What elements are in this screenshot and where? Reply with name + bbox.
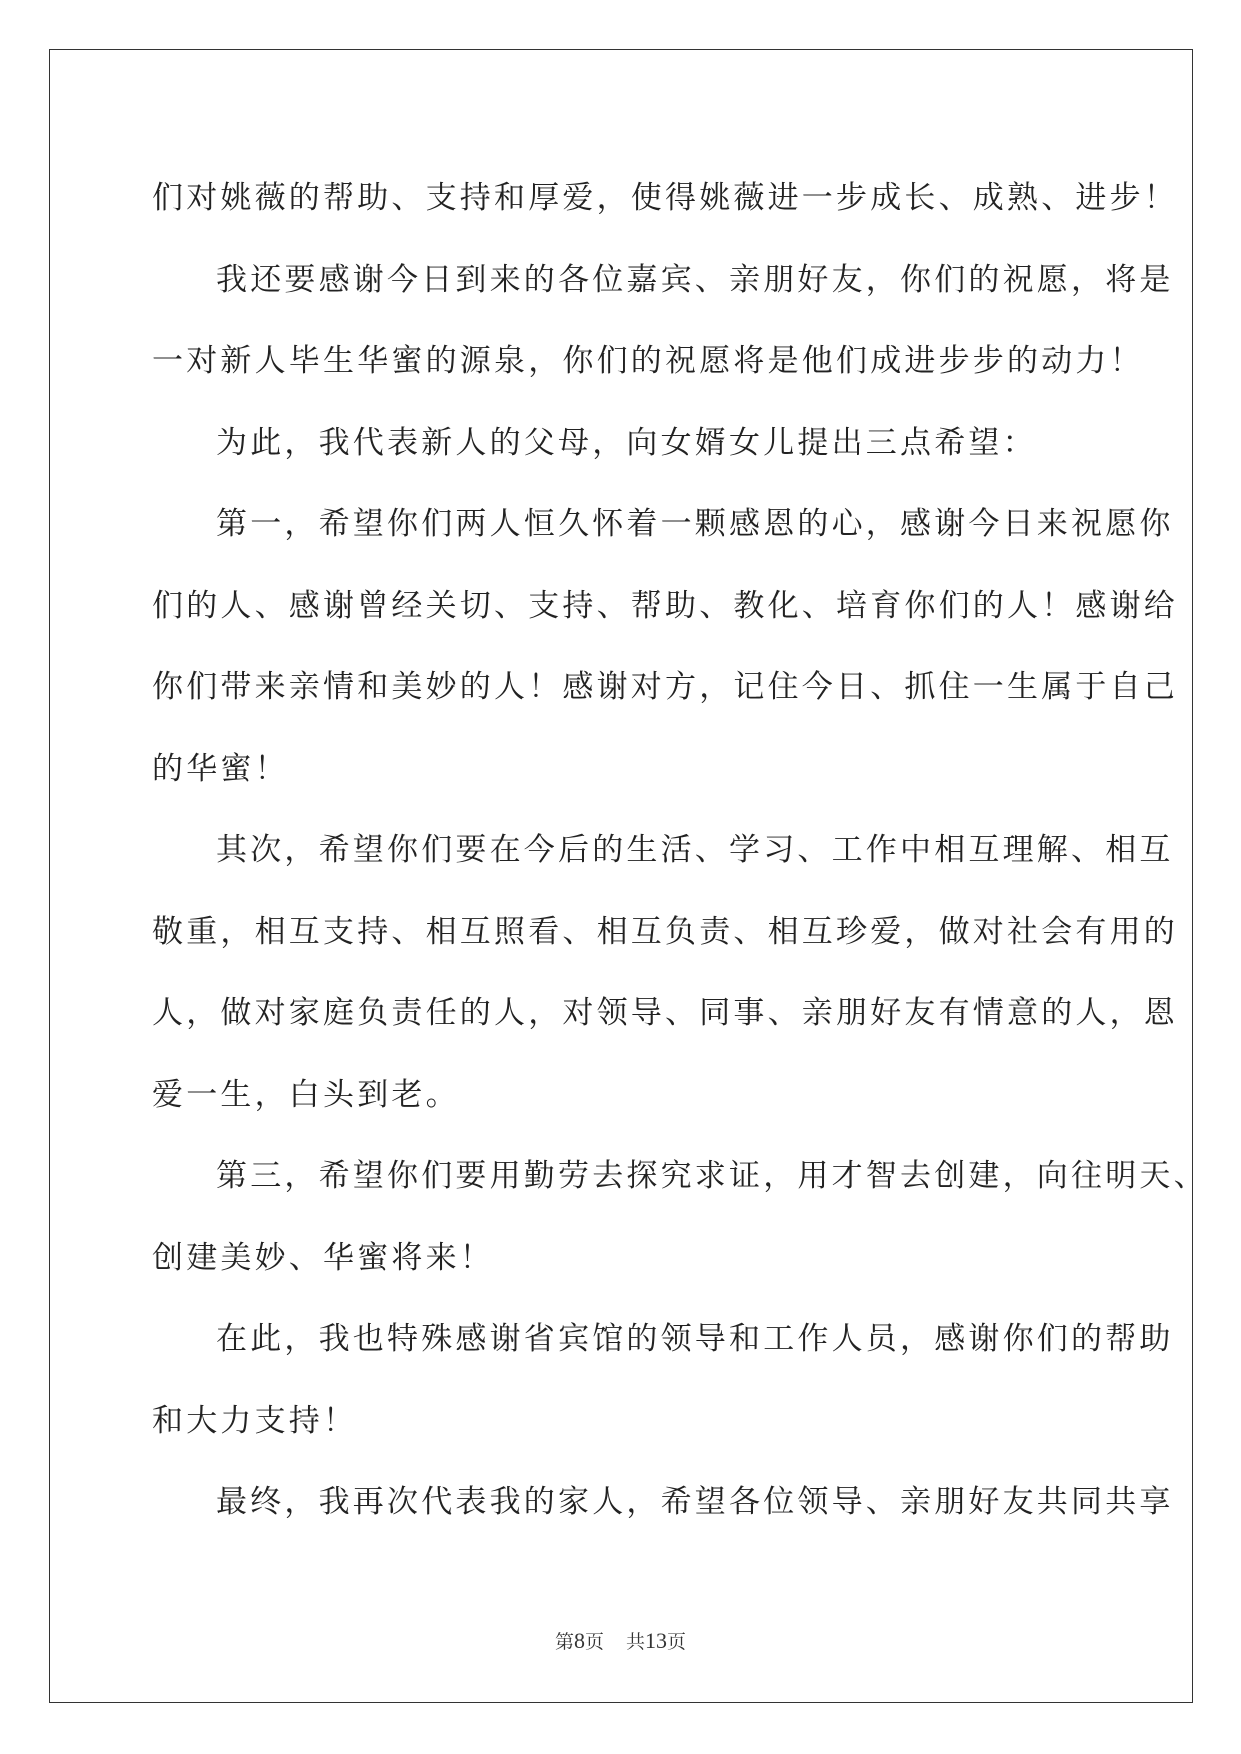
paragraph-line: 们对姚薇的帮助、支持和厚爱，使得姚薇进一步成长、成熟、进步！ <box>152 180 1178 216</box>
paragraph-line: 第一，希望你们两人恒久怀着一颗感恩的心，感谢今日来祝愿你 <box>216 506 1174 542</box>
page-suffix: 页 <box>584 1631 604 1653</box>
paragraph-line: 人，做对家庭负责任的人，对领导、同事、亲朋好友有情意的人，恩 <box>152 995 1178 1031</box>
paragraph-line: 其次，希望你们要在今后的生活、学习、工作中相互理解、相互 <box>216 832 1174 868</box>
paragraph-line: 我还要感谢今日到来的各位嘉宾、亲朋好友，你们的祝愿，将是 <box>216 261 1174 298</box>
total-suffix: 页 <box>667 1631 687 1653</box>
page-prefix: 第 <box>554 1631 574 1653</box>
paragraph-line: 的华蜜！ <box>152 750 289 787</box>
paragraph-line: 一对新人毕生华蜜的源泉，你们的祝愿将是他们成进步步的动力！ <box>152 343 1144 379</box>
paragraph-line: 爱一生，白头到老。 <box>152 1076 460 1113</box>
paragraph-line: 和大力支持！ <box>152 1402 358 1439</box>
paragraph-line: 第三，希望你们要用勤劳去探究求证，用才智去创建，向往明天、 <box>216 1158 1208 1194</box>
paragraph-line: 在此，我也特殊感谢省宾馆的领导和工作人员，感谢你们的帮助 <box>216 1321 1174 1357</box>
paragraph-line: 们的人、感谢曾经关切、支持、帮助、教化、培育你们的人！感谢给 <box>152 587 1178 624</box>
page-footer <box>0 1627 1241 1654</box>
paragraph-line: 创建美妙、华蜜将来！ <box>152 1239 494 1276</box>
paragraph-line: 敬重，相互支持、相互照看、相互负责、相互珍爱，做对社会有用的 <box>152 913 1178 950</box>
paragraph-line: 为此，我代表新人的父母，向女婿女儿提出三点希望： <box>216 424 1037 461</box>
paragraph-line: 最终，我再次代表我的家人，希望各位领导、亲朋好友共同共享 <box>216 1484 1174 1520</box>
page-number: 8 <box>573 1628 585 1653</box>
total-prefix: 共 <box>626 1631 646 1653</box>
document-body <box>152 158 1208 1544</box>
total-pages: 13 <box>645 1628 668 1653</box>
paragraph-line: 你们带来亲情和美妙的人！感谢对方，记住今日、抓住一生属于自己 <box>152 669 1178 705</box>
